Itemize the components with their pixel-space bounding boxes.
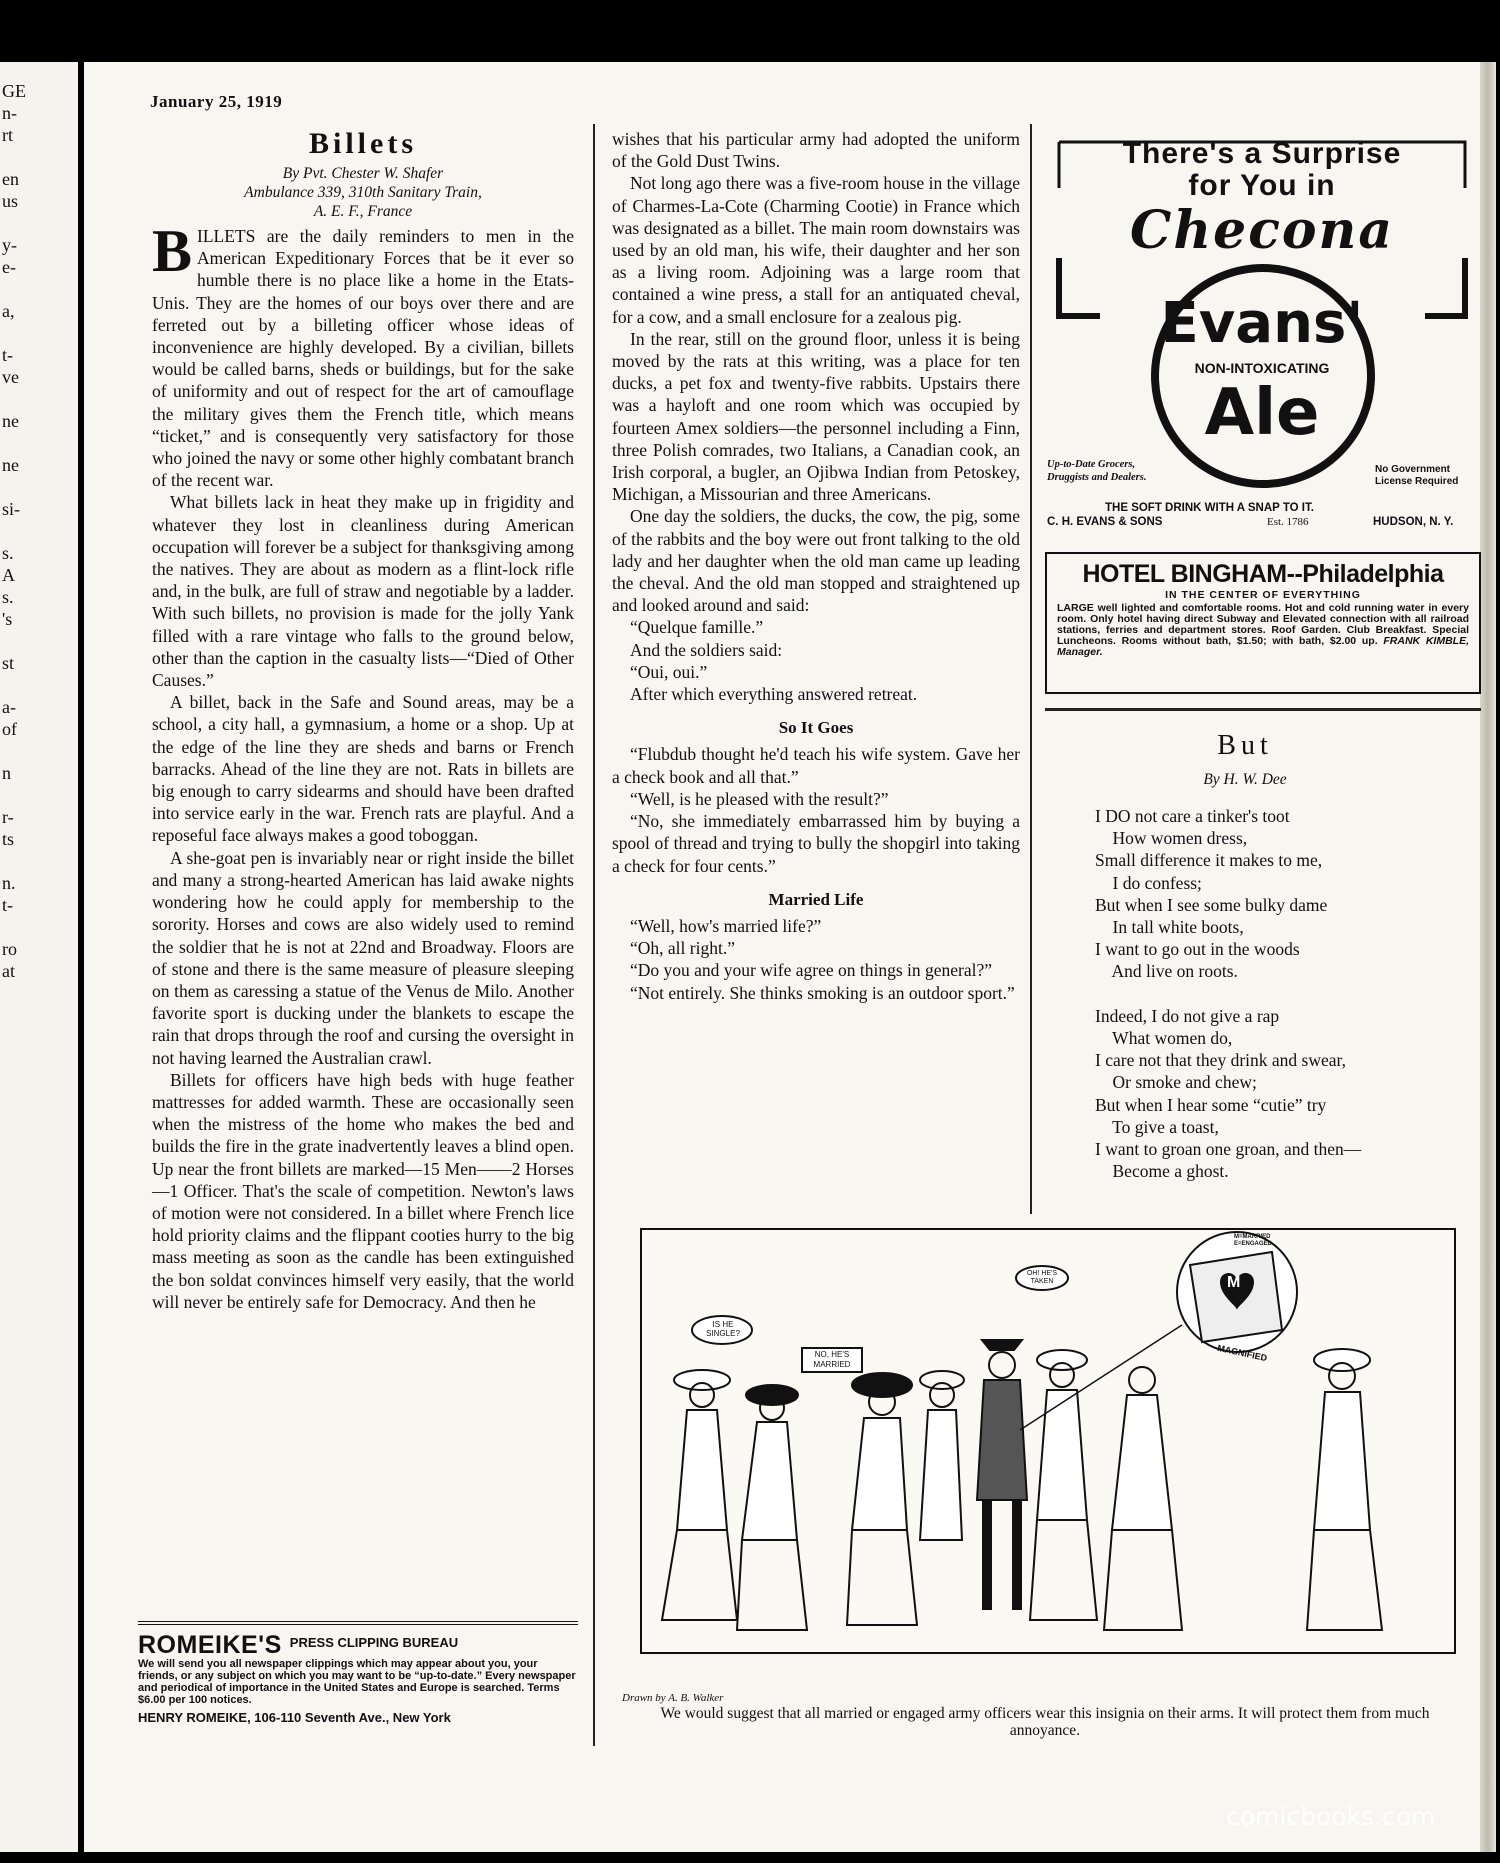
woman-figure-5 xyxy=(1030,1350,1097,1620)
left-page-fragment: a- xyxy=(2,697,16,717)
billets-paragraph-9: One day the soldiers, the ducks, the cow, the pig, some of the rabbits and the boy were out front talking to the old lady and her daughter when the old man came up leading the cheval. And the old man stopped and straightened up and looked around and said: xyxy=(612,506,1020,616)
poem-line: I do confess; xyxy=(1095,872,1202,893)
poem-line: But when I hear some “cutie” try xyxy=(1095,1094,1327,1115)
left-page-fragment: rt xyxy=(2,125,13,145)
romeike-address: HENRY ROMEIKE, 106-110 Seventh Ave., New York xyxy=(138,1710,451,1725)
hotel-bingham-ad xyxy=(1045,552,1481,694)
billets-quote-2: And the soldiers said: xyxy=(630,639,783,660)
billets-location: A. E. F., France xyxy=(313,203,413,220)
billets-quote-4: After which everything answered retreat. xyxy=(630,684,918,705)
poem-line: How women dress, xyxy=(1095,828,1248,849)
poem-line: What women do, xyxy=(1095,1028,1233,1049)
billets-paragraph-6: wishes that his particular army had adopted the uniform of the Gold Dust Twins. xyxy=(612,129,1020,172)
so-it-goes-line-3: “No, she immediately embarrassed him by buying a spool of thread and trying to bully the shopgirl into taking a check for four cents.” xyxy=(612,811,1020,876)
hotel-subtitle: IN THE CENTER OF EVERYTHING xyxy=(1165,589,1361,601)
ale-evans: Evans' xyxy=(1160,291,1364,356)
cartoon-caption: We would suggest that all married or engaged army officers wear this insignia on their arms. It will protect them from much annoyance. xyxy=(660,1705,1430,1739)
left-page-fragment: n. xyxy=(2,873,16,893)
left-page-fragment: ne xyxy=(2,455,19,475)
ale-headline-2: for You in xyxy=(1188,169,1336,202)
romeike-body: We will send you all newspaper clippings which may appear about you, your friends, or any subject on which you may want to be “up-to-date.” Every newspaper and periodical of importance in the United States and Europe is searched. Terms $6.00 per 100 notices. xyxy=(138,1658,576,1706)
sign-no-hes-married: NO, HE'S MARRIED xyxy=(813,1350,851,1369)
legend-key: M=MARRIED E=ENGAGED xyxy=(1234,1234,1272,1247)
drop-cap: B xyxy=(152,218,193,284)
magnified-label: MAGNIFIED xyxy=(1216,1342,1268,1364)
left-page-fragment: ro xyxy=(2,939,17,959)
billets-title: Billets xyxy=(309,127,417,160)
ale-non-intoxicating: NON-INTOXICATING xyxy=(1194,360,1330,376)
billets-paragraph-5: Billets for officers have high beds with huge feather mattresses for added warmth. These are occasionally seen when the mistress of the home who makes the bed and builds the fire in the grate inadvertently leaves a blind open. Up near the front billets are marked—15 Men——2 Horses—1 Officer. That's the scale of competition. Newton's laws of motion were not considered. In a billet where French lice hold priority claims and the flippant cooties hurry to the big mass meeting as soon as the candle has been extinguished the bon soldat convinces himself very easily, that the world will never be entirely safe for Democracy. And then he xyxy=(152,1069,574,1312)
poem-line: Indeed, I do not give a rap xyxy=(1095,1005,1280,1026)
poem-line: To give a toast, xyxy=(1095,1116,1219,1137)
ale-headline-1: There's a Surprise xyxy=(1122,137,1402,170)
left-page-fragment: a, xyxy=(2,301,15,321)
left-page-edge xyxy=(0,62,78,1852)
left-page-fragment: e- xyxy=(2,257,16,277)
woman-figure-3 xyxy=(847,1373,917,1625)
ale-tagline: THE SOFT DRINK WITH A SNAP TO IT. xyxy=(1105,502,1314,514)
hotel-title: HOTEL BINGHAM--Philadelphia xyxy=(1082,560,1444,588)
poem-line xyxy=(1095,983,1475,1005)
left-page-fragment: t- xyxy=(2,345,13,365)
left-page-fragment: en xyxy=(2,169,19,189)
left-page-fragment: at xyxy=(2,961,15,981)
billets-paragraph-8: In the rear, still on the ground floor, unless it is being moved by the rats at this writing, was a place for ten ducks, a pet fox and twenty-five rabbits. Upstairs there was a hayloft and one room which was occupied by fourteen Amex soldiers—the personnel including a Finn, three Polish comrades, two Italians, a Canadian cook, an Irish corporal, a bugler, an Ojibwa Indian from Petoskey, Michigan, a Missourian and three Americans. xyxy=(612,328,1020,505)
billets-paragraph-1: BILLETS are the daily reminders to men in the American Expeditionary Forces that be it ever so humble there is no place like a home in the Etats-Unis. They are the homes of our boys over there and are ferreted out by a billeting officer whose ideas of inconvenience are highly developed. By a civilian, billets would be called barns, sheds or buildings, but for the sake of uniformity and out of respect for the art of camouflage the military gives them the French title, which means “ticket,” and is consequently very satisfactory for those who joined the navy or some other highly combatant branch of the recent war. xyxy=(152,218,574,491)
poem-line: Small difference it makes to me, xyxy=(1095,850,1323,871)
column-rule-2 xyxy=(1030,124,1032,1214)
officer-figure xyxy=(977,1340,1027,1610)
married-life-line-2: “Oh, all right.” xyxy=(630,938,735,959)
poem-line: I want to go out in the woods xyxy=(1095,939,1300,960)
romeike-name: ROMEIKE'S xyxy=(138,1631,282,1659)
left-page-fragment: y- xyxy=(2,235,17,255)
left-page-fragment: ts xyxy=(2,829,15,849)
page-stack-edge xyxy=(1480,62,1496,1852)
poem-line: Become a ghost. xyxy=(1095,1161,1229,1182)
ale-maker: C. H. EVANS & SONS xyxy=(1047,516,1163,528)
poem-line: I want to groan one groan, and then— xyxy=(1095,1139,1362,1160)
column-rule xyxy=(593,124,595,1746)
so-it-goes-line-1: “Flubdub thought he'd teach his wife system. Gave her a check book and all that.” xyxy=(612,744,1020,787)
billets-unit: Ambulance 339, 310th Sanitary Train, xyxy=(244,184,482,201)
left-page-fragment: us xyxy=(2,191,19,211)
issue-date: January 25, 1919 xyxy=(150,92,283,111)
left-page-fragment: si- xyxy=(2,499,20,519)
married-life-title: Married Life xyxy=(768,889,864,909)
billets-quote-1: “Quelque famille.” xyxy=(630,617,764,638)
billets-paragraph-7: Not long ago there was a five-room house in the village of Charmes-La-Cote (Charming Cootie) in France which was designated as a billet. The main room downstairs was used by an old man, his wife, their daughter and her son as a living room. Adjoining was a large room that contained a wine press, a stall for an antiquated cheval, for a cow, and a small enclosure for a zealous pig. xyxy=(612,173,1020,327)
billets-column-2 xyxy=(612,128,1020,1004)
woman-figure-4 xyxy=(920,1371,964,1540)
poem-title: But xyxy=(1217,730,1273,761)
billets-byline: By Pvt. Chester W. Shafer xyxy=(282,165,444,182)
billets-paragraph-3: A billet, back in the Safe and Sound areas, may be a school, a city hall, a gymnasium, a home or a shop. Up at the edge of the line they are sheds and barns or French barracks. Ahead of the line they are not. Rats in billets are big enough to carry sidearms and should have been drafted into service early in the war. French rats are playful. And a reposeful face always makes a good toboggan. xyxy=(152,692,574,846)
ale-product: Ale xyxy=(1204,376,1320,450)
poem-line: In tall white boots, xyxy=(1095,917,1244,938)
woman-figure-6 xyxy=(1104,1367,1182,1630)
evans-ale-ad xyxy=(1045,128,1479,538)
married-life-line-4: “Not entirely. She thinks smoking is an outdoor sport.” xyxy=(630,982,1015,1003)
left-page-fragment: ve xyxy=(2,367,19,387)
hotel-body: LARGE well lighted and comfortable rooms. Hot and cold running water in every room. Only hotel having direct Subway and Elevated connection with all railroad stations, ferries and department stores. Roof Garden. Club Breakfast. Special Luncheons. Rooms without bath, $1.50; with bath, $2.00 up. FRANK KIMBLE, Manager. xyxy=(1057,602,1469,658)
poem-line: Or smoke and chew; xyxy=(1095,1072,1257,1093)
left-page-fragment: t- xyxy=(2,895,13,915)
left-page-fragment: A xyxy=(2,565,15,585)
bubble-oh-hes-taken: OH! HE'S TAKEN xyxy=(1026,1270,1058,1285)
cartoon-credit: Drawn by A. B. Walker xyxy=(622,1692,724,1704)
left-page-fragment: s. xyxy=(2,587,14,607)
married-life-line-3: “Do you and your wife agree on things in general?” xyxy=(630,960,993,981)
romeike-ad xyxy=(138,1621,578,1745)
left-page-fragment: of xyxy=(2,719,17,739)
ale-est: Est. 1786 xyxy=(1267,516,1309,528)
ale-city: HUDSON, N. Y. xyxy=(1373,516,1454,528)
heart-letter: M xyxy=(1227,1274,1241,1291)
left-page-fragment: GE xyxy=(2,81,26,101)
poem-line: But when I see some bulky dame xyxy=(1095,894,1328,915)
left-page-fragment: n- xyxy=(2,103,17,123)
poem-byline: By H. W. Dee xyxy=(1203,771,1287,788)
woman-figure-2 xyxy=(737,1385,807,1630)
cartoon-illustration xyxy=(640,1228,1456,1654)
poem-lines xyxy=(1095,805,1475,1182)
billets-column-1 xyxy=(152,128,574,1313)
left-page-fragment: n xyxy=(2,763,11,783)
watermark: comicbooks.com xyxy=(1226,1802,1436,1831)
section-rule xyxy=(1045,708,1481,711)
billets-quote-3: “Oui, oui.” xyxy=(630,661,708,682)
bubble-is-he-single: IS HE SINGLE? xyxy=(706,1320,740,1338)
ale-left-note: Up-to-Date Grocers, Druggists and Dealers. xyxy=(1047,459,1147,483)
left-page-fragment: s. xyxy=(2,543,14,563)
poem-line: And live on roots. xyxy=(1095,961,1238,982)
left-page-fragment: 's xyxy=(2,609,13,629)
billets-paragraph-2: What billets lack in heat they make up in frigidity and whatever they lost in cleanliness during American occupation will forever be a subject for thanksgiving among the natives. They are about as modern as a flint-lock rifle and, in the bulk, are full of straw and negotiable by a ladder. With such billets, no provision is made for the jolly Yank filled with a rare vintage who falls to the ground below, other than the caption in the casualty lists—“Died of Other Causes.” xyxy=(152,492,574,691)
poem-line: I care not that they drink and swear, xyxy=(1095,1050,1347,1071)
left-page-fragment: ne xyxy=(2,411,19,431)
ale-right-note: No Government License Required xyxy=(1375,464,1459,487)
so-it-goes-title: So It Goes xyxy=(778,718,854,738)
left-page-fragment: st xyxy=(2,653,15,673)
poem-line: I DO not care a tinker's toot xyxy=(1095,806,1290,826)
poem-but xyxy=(1095,730,1475,1182)
so-it-goes-line-2: “Well, is he pleased with the result?” xyxy=(630,788,889,809)
woman-figure-7 xyxy=(1307,1349,1382,1630)
ale-brand-script: Checona xyxy=(1129,200,1395,261)
left-page-fragment: r- xyxy=(2,807,14,827)
cartoon-drawing xyxy=(642,1230,1456,1654)
billets-paragraph-4: A she-goat pen is invariably near or right inside the billet and many a strong-hearted American has laid awake nights wondering how he could apply for membership to the sorority. Horses and cows are also widely used to remind the soldier that he is not at 22nd and Broadway. Floors are of stone and there is the same measure of pleasure sleeping on them as caressing a statue of the Venus de Milo. Another favorite sport is ducking under the blankets to escape the rain that drops through the roof and cursing the oversight in not having learned the Australian crawl. xyxy=(152,847,574,1068)
woman-figure-1 xyxy=(662,1370,737,1620)
married-life-line-1: “Well, how's married life?” xyxy=(630,915,822,936)
romeike-bureau: PRESS CLIPPING BUREAU xyxy=(289,1635,459,1650)
